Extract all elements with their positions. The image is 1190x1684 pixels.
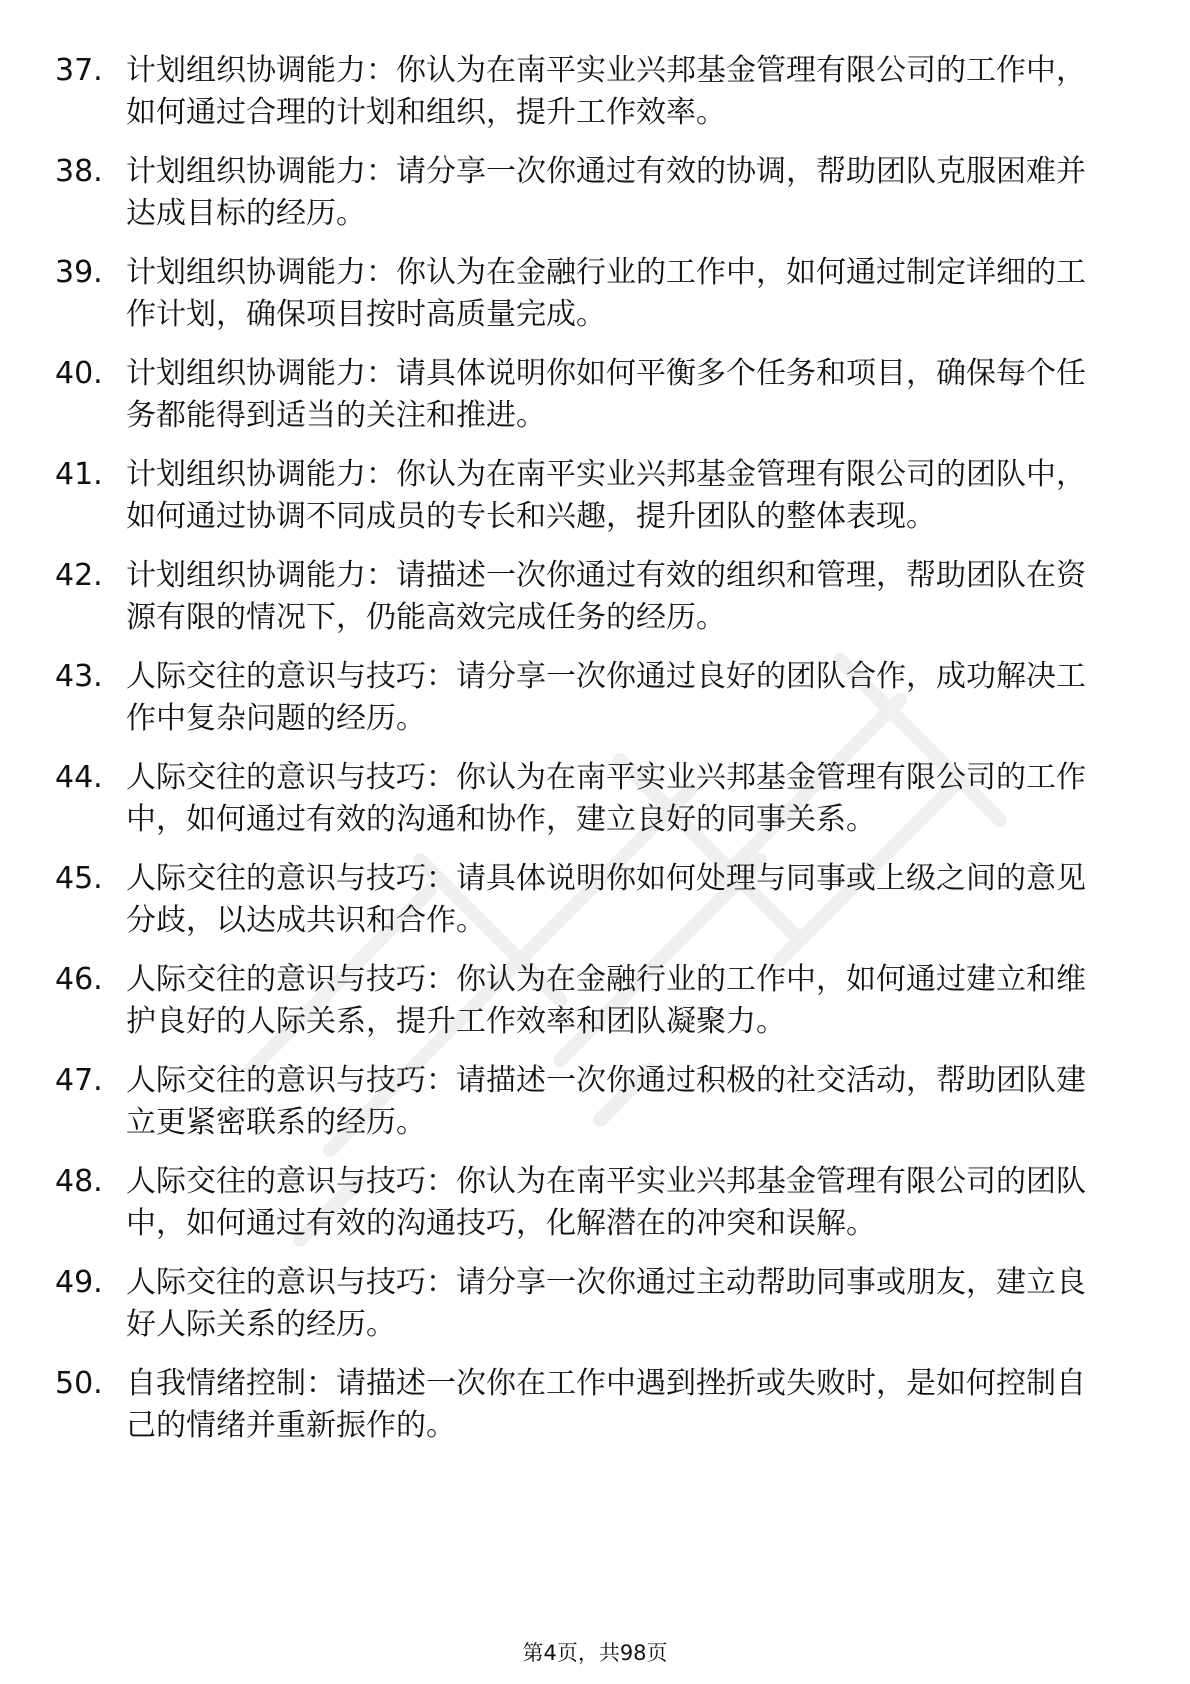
question-number: 39. bbox=[55, 255, 103, 290]
question-number: 44. bbox=[55, 760, 103, 795]
question-text: 人际交往的意识与技巧：你认为在南平实业兴邦基金管理有限公司的团队中，如何通过有效的沟通技巧，化解潜在的冲突和误解。 bbox=[126, 1164, 1086, 1241]
question-text: 计划组织协调能力：你认为在金融行业的工作中，如何通过制定详细的工作计划，确保项目按时高质量完成。 bbox=[126, 255, 1086, 332]
question-number: 46. bbox=[55, 962, 103, 997]
question-item bbox=[55, 858, 1115, 942]
question-text: 人际交往的意识与技巧：请具体说明你如何处理与同事或上级之间的意见分歧，以达成共识和合作。 bbox=[126, 861, 1086, 938]
question-item bbox=[55, 1161, 1115, 1245]
question-item bbox=[55, 1060, 1115, 1144]
question-item bbox=[55, 252, 1115, 336]
page-footer: 第4页，共98页 bbox=[522, 1641, 668, 1665]
question-item bbox=[55, 1262, 1115, 1346]
question-number: 42. bbox=[55, 558, 103, 593]
question-text: 自我情绪控制：请描述一次你在工作中遇到挫折或失败时，是如何控制自己的情绪并重新振作的。 bbox=[126, 1366, 1086, 1443]
question-item bbox=[55, 1363, 1115, 1447]
question-item bbox=[55, 353, 1115, 437]
question-text: 人际交往的意识与技巧：你认为在金融行业的工作中，如何通过建立和维护良好的人际关系，提升工作效率和团队凝聚力。 bbox=[126, 962, 1086, 1039]
question-item bbox=[55, 151, 1115, 235]
question-number: 47. bbox=[55, 1063, 103, 1098]
question-item bbox=[55, 454, 1115, 538]
question-item bbox=[55, 656, 1115, 740]
question-number: 50. bbox=[55, 1366, 103, 1401]
question-item bbox=[55, 50, 1115, 134]
question-number: 45. bbox=[55, 861, 103, 896]
question-text: 计划组织协调能力：请具体说明你如何平衡多个任务和项目，确保每个任务都能得到适当的关注和推进。 bbox=[126, 356, 1086, 433]
question-number: 40. bbox=[55, 356, 103, 391]
question-number: 48. bbox=[55, 1164, 103, 1199]
question-text: 计划组织协调能力：你认为在南平实业兴邦基金管理有限公司的团队中，如何通过协调不同成员的专长和兴趣，提升团队的整体表现。 bbox=[126, 457, 1086, 534]
question-text: 人际交往的意识与技巧：请描述一次你通过积极的社交活动，帮助团队建立更紧密联系的经历。 bbox=[126, 1063, 1086, 1140]
question-item bbox=[55, 555, 1115, 639]
question-text: 计划组织协调能力：请描述一次你通过有效的组织和管理，帮助团队在资源有限的情况下，仍能高效完成任务的经历。 bbox=[126, 558, 1086, 635]
question-number: 49. bbox=[55, 1265, 103, 1300]
question-number: 41. bbox=[55, 457, 103, 492]
question-item bbox=[55, 757, 1115, 841]
question-number: 37. bbox=[55, 53, 103, 88]
question-list bbox=[55, 50, 1115, 1464]
question-number: 38. bbox=[55, 154, 103, 189]
question-text: 人际交往的意识与技巧：请分享一次你通过良好的团队合作，成功解决工作中复杂问题的经历。 bbox=[126, 659, 1086, 736]
question-number: 43. bbox=[55, 659, 103, 694]
question-text: 人际交往的意识与技巧：你认为在南平实业兴邦基金管理有限公司的工作中，如何通过有效的沟通和协作，建立良好的同事关系。 bbox=[126, 760, 1086, 837]
question-text: 计划组织协调能力：请分享一次你通过有效的协调，帮助团队克服困难并达成目标的经历。 bbox=[126, 154, 1086, 231]
question-text: 计划组织协调能力：你认为在南平实业兴邦基金管理有限公司的工作中，如何通过合理的计划和组织，提升工作效率。 bbox=[126, 53, 1086, 130]
question-item bbox=[55, 959, 1115, 1043]
question-text: 人际交往的意识与技巧：请分享一次你通过主动帮助同事或朋友，建立良好人际关系的经历。 bbox=[126, 1265, 1086, 1342]
